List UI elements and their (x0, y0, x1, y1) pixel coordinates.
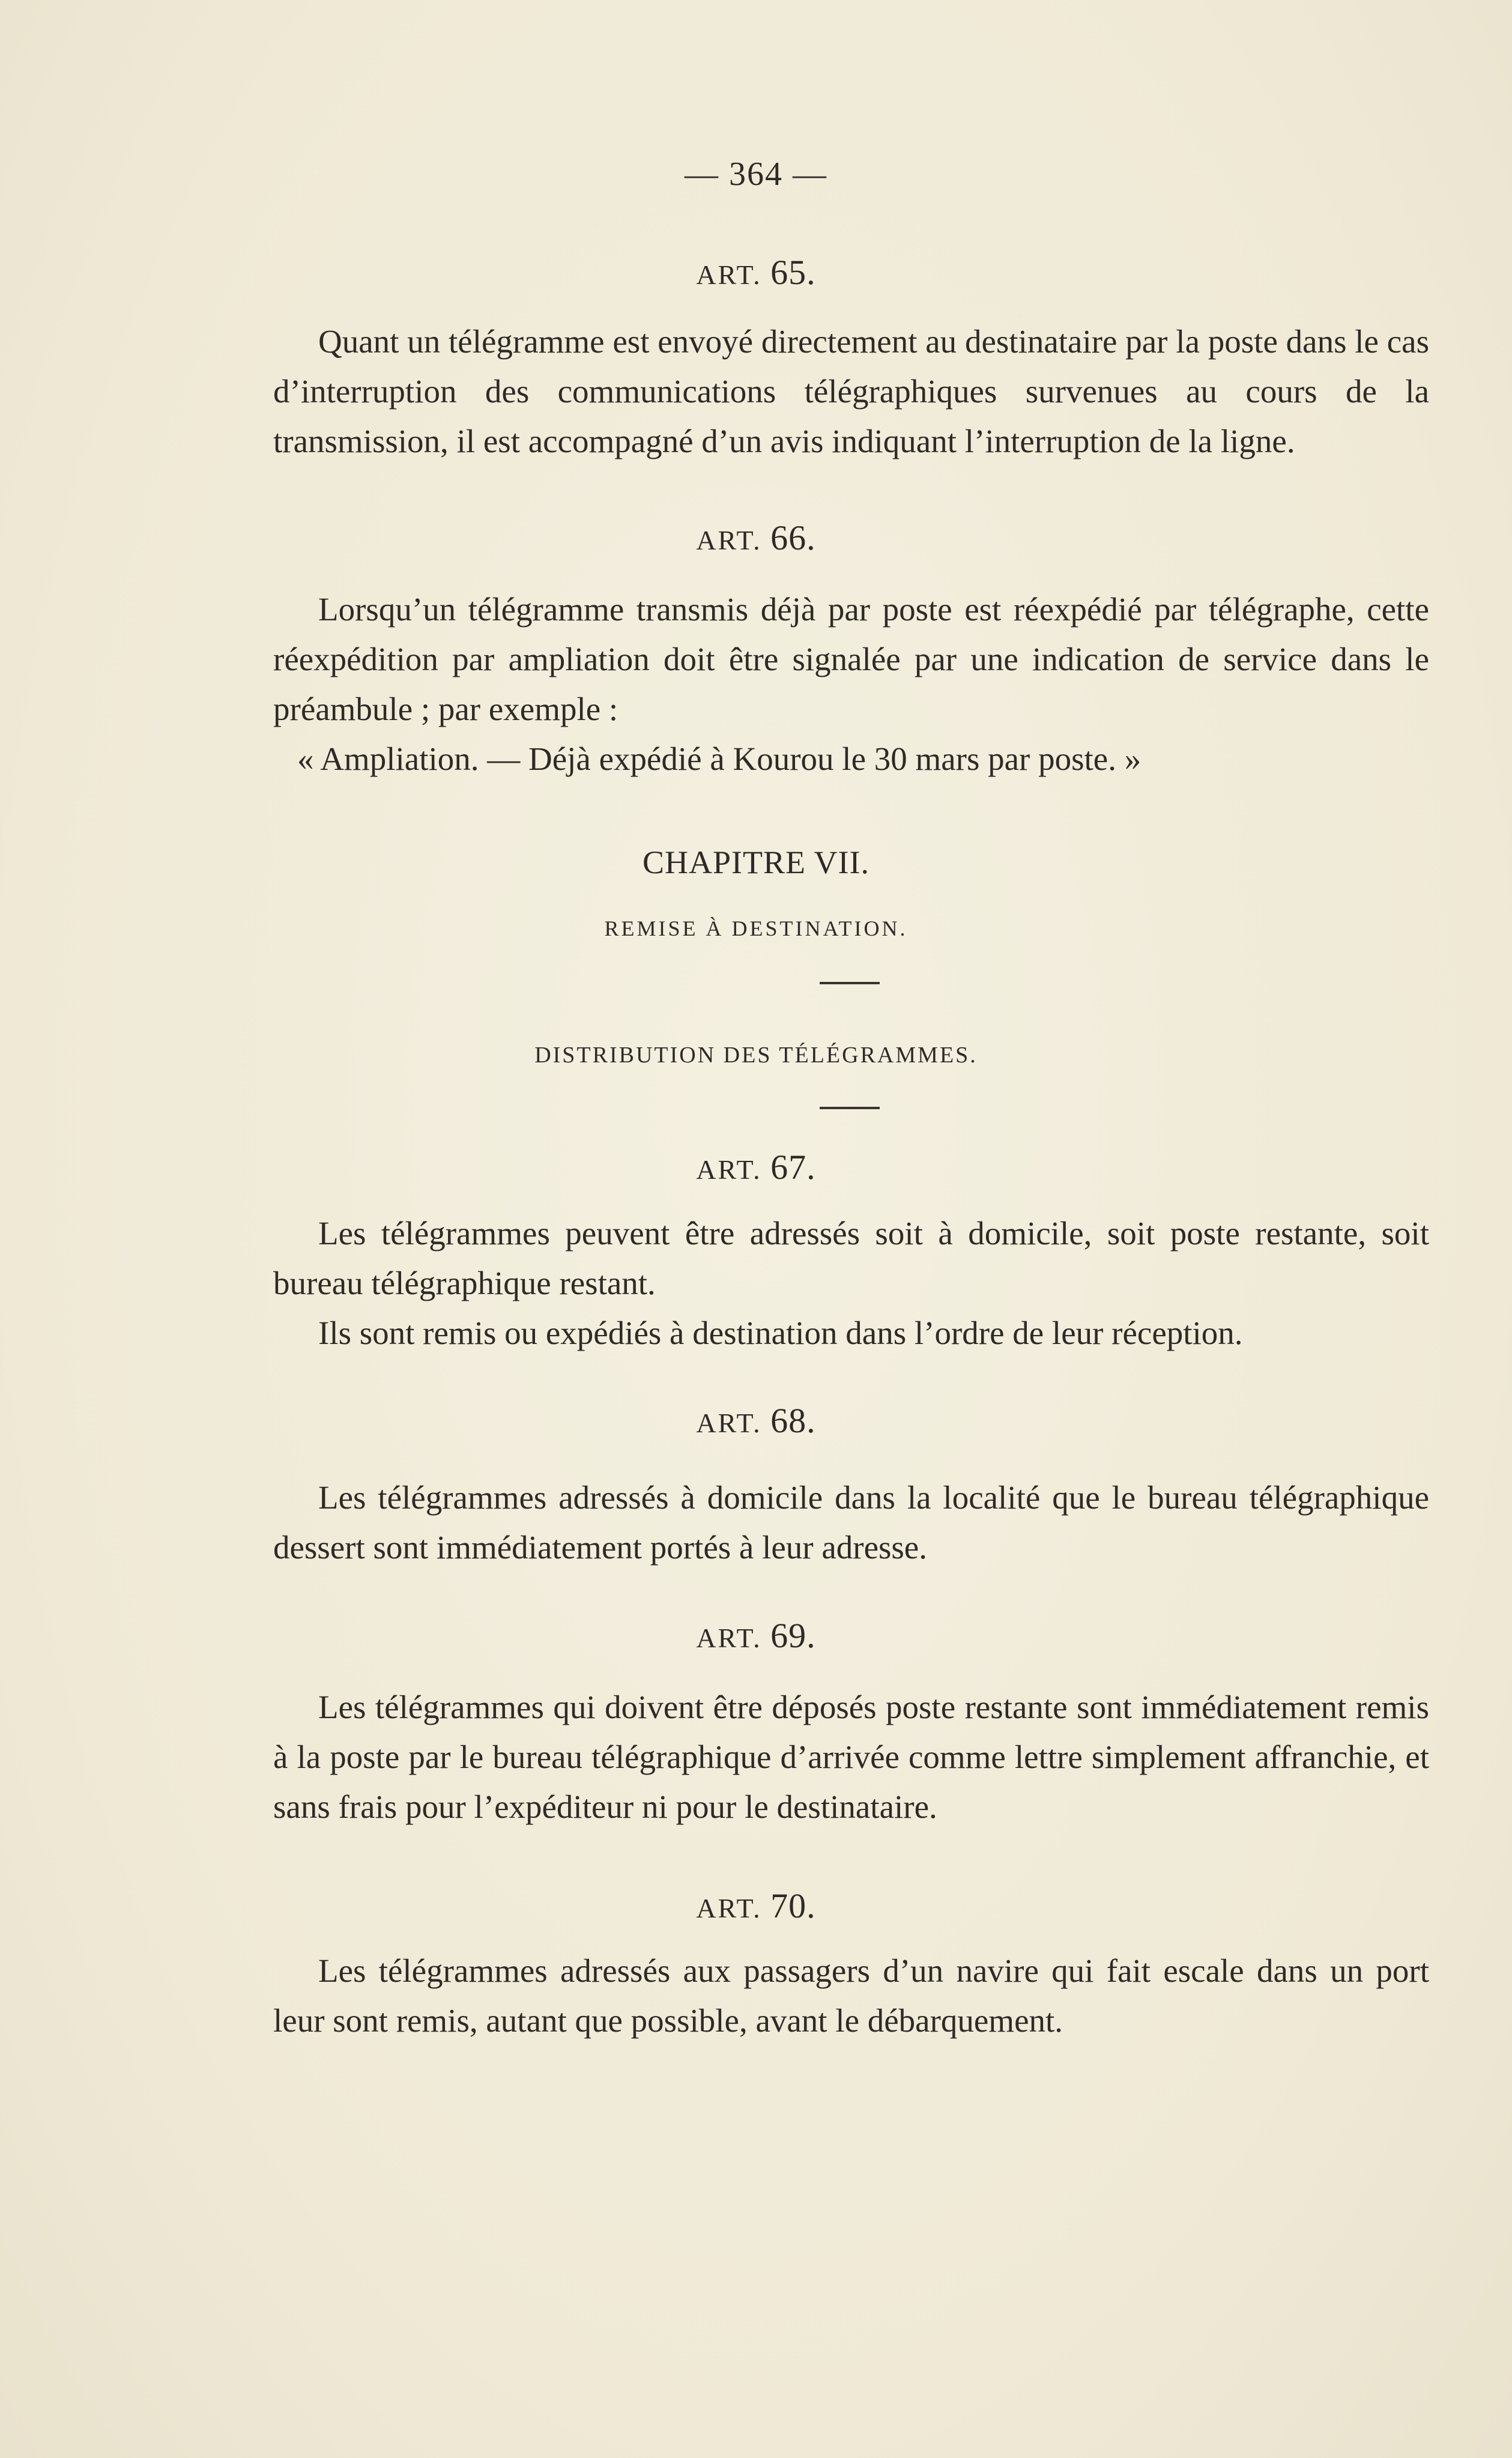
divider (820, 982, 880, 984)
paragraph: « Ampliation. — Déjà expédié à Kourou le 30 mars par poste. » (297, 740, 1142, 777)
article-label: ART. (696, 1623, 762, 1653)
article-heading (0, 518, 1512, 558)
paragraph: Les télégrammes peuvent être adressés soit à domicile, soit poste restante, soit bureau télégraphique restant. (273, 1215, 1429, 1301)
article-label: ART. (696, 259, 762, 290)
article-body (273, 1473, 1429, 1572)
article-label: ART. (696, 1154, 762, 1185)
paragraph: Lorsqu’un télégramme transmis déjà par poste est réexpédié par télégraphe, cette réexpédition par ampliation doit être signalée par une indication de service dans le préambule ; par exemple : (273, 591, 1429, 727)
article-label: ART. (696, 1408, 762, 1438)
paragraph: Ils sont remis ou expédiés à destination dans l’ordre de leur réception. (318, 1315, 1243, 1351)
article-body (273, 1208, 1429, 1358)
article-body (273, 316, 1429, 466)
article-number: 65. (770, 253, 816, 292)
article-body (273, 584, 1429, 784)
article-heading (0, 1147, 1512, 1187)
article-number: 66. (770, 518, 816, 557)
article-heading (0, 1615, 1512, 1656)
chapter-title: CHAPITRE VII. (642, 844, 869, 880)
article-body (273, 1682, 1429, 1832)
article-number: 69. (770, 1616, 816, 1655)
article-label: ART. (696, 525, 762, 555)
article-body (273, 1946, 1429, 2045)
paragraph: Les télégrammes qui doivent être déposés poste restante sont immédiatement remis à la poste par le bureau télégraphique d’arrivée comme lettre simplement affranchie, et sans frais pour l’expéditeur ni pour le destinataire. (273, 1689, 1429, 1825)
page-number: — 364 — (685, 156, 827, 193)
divider (820, 1107, 880, 1109)
article-heading (0, 1400, 1512, 1441)
article-number: 67. (770, 1148, 816, 1187)
article-label: ART. (696, 1893, 762, 1924)
paragraph: Les télégrammes adressés aux passagers d’un navire qui fait escale dans un port leur sont remis, autant que possible, avant le débarquement. (273, 1952, 1429, 2039)
article-heading (0, 252, 1512, 292)
paragraph: Quant un télégramme est envoyé directement au destinataire par la poste dans le cas d’interruption des communications télégraphiques survenues au cours de la transmission, il est accompagné d’un avis indiquant l’interruption de la ligne. (273, 323, 1429, 459)
article-number: 70. (770, 1886, 816, 1925)
article-number: 68. (770, 1401, 816, 1440)
paragraph: Les télégrammes adressés à domicile dans la localité que le bureau télégraphique dessert sont immédiatement portés à leur adresse. (273, 1479, 1429, 1566)
article-heading (0, 1886, 1512, 1926)
chapter-subtitle: REMISE À DESTINATION. (604, 916, 908, 940)
section-title: DISTRIBUTION DES TÉLÉGRAMMES. (534, 1043, 978, 1068)
